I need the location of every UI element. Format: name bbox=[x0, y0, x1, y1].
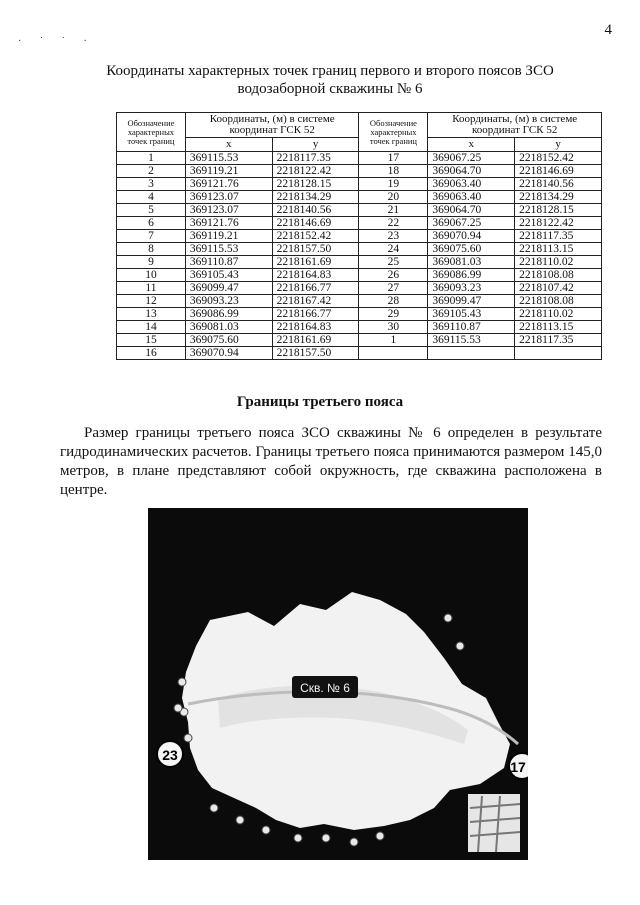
x-value-left: 369121.76 bbox=[185, 217, 272, 230]
y-value-left: 2218164.83 bbox=[272, 269, 359, 282]
title-line-1: Координаты характерных точек границ первого и второго поясов ЗСО bbox=[106, 63, 554, 79]
table-row bbox=[117, 178, 602, 191]
x-value-left: 369121.76 bbox=[185, 178, 272, 191]
point-id-right: 19 bbox=[359, 178, 428, 191]
y-value-right: 2218113.15 bbox=[515, 321, 602, 334]
boundary-dot bbox=[350, 838, 358, 846]
point-id-left: 9 bbox=[117, 256, 186, 269]
point-id-right: 18 bbox=[359, 165, 428, 178]
x-value-left: 369099.47 bbox=[185, 282, 272, 295]
y-value-right: 2218140.56 bbox=[515, 178, 602, 191]
x-value-right: 369064.70 bbox=[428, 165, 515, 178]
coordinates-table bbox=[116, 112, 602, 360]
y-value-right: 2218134.29 bbox=[515, 191, 602, 204]
x-value-left: 369119.21 bbox=[185, 230, 272, 243]
y-value-right: 2218108.08 bbox=[515, 269, 602, 282]
x-value-left: 369070.94 bbox=[185, 347, 272, 360]
y-value-right bbox=[515, 347, 602, 360]
y-value-right: 2218110.02 bbox=[515, 308, 602, 321]
point-id-right: 30 bbox=[359, 321, 428, 334]
x-value-left: 369119.21 bbox=[185, 165, 272, 178]
header-x-right: x bbox=[428, 138, 515, 152]
title-line-2: водозаборной скважины № 6 bbox=[237, 81, 423, 97]
y-value-left: 2218166.77 bbox=[272, 308, 359, 321]
x-value-left: 369075.60 bbox=[185, 334, 272, 347]
point-id-left: 12 bbox=[117, 295, 186, 308]
x-value-left: 369115.53 bbox=[185, 152, 272, 165]
x-value-right: 369070.94 bbox=[428, 230, 515, 243]
point-id-left: 13 bbox=[117, 308, 186, 321]
point-id-left: 4 bbox=[117, 191, 186, 204]
body-paragraph: Размер границы третьего пояса ЗСО скважины № 6 определен в результате гидродинамических расчетов. Границы третьего пояса принимаются размером 145,0 метров, в плане представляют собой окружность, где скважина расположена в центре. bbox=[60, 425, 602, 498]
hatched-patch bbox=[468, 794, 520, 852]
marker-17 bbox=[509, 753, 528, 779]
marker-17-text: 17 bbox=[510, 759, 526, 775]
y-value-left: 2218167.42 bbox=[272, 295, 359, 308]
y-value-right: 2218107.42 bbox=[515, 282, 602, 295]
point-id-right: 17 bbox=[359, 152, 428, 165]
header-x-left: x bbox=[185, 138, 272, 152]
scan-specks: · ˙ ˙ · bbox=[18, 36, 95, 47]
well-label-text: Скв. № 6 bbox=[300, 681, 350, 695]
point-id-left: 11 bbox=[117, 282, 186, 295]
y-value-right: 2218117.35 bbox=[515, 334, 602, 347]
y-value-left: 2218152.42 bbox=[272, 230, 359, 243]
table-row bbox=[117, 347, 602, 360]
boundary-dot bbox=[262, 826, 270, 834]
table-row bbox=[117, 308, 602, 321]
table-row bbox=[117, 334, 602, 347]
table-row bbox=[117, 217, 602, 230]
marker-23-text: 23 bbox=[162, 747, 178, 763]
table-row bbox=[117, 282, 602, 295]
point-id-left: 15 bbox=[117, 334, 186, 347]
boundary-dot bbox=[174, 704, 182, 712]
y-value-left: 2218157.50 bbox=[272, 347, 359, 360]
header-point-left: Обозначение характерных точек границ bbox=[117, 113, 186, 152]
point-id-left: 7 bbox=[117, 230, 186, 243]
y-value-left: 2218146.69 bbox=[272, 217, 359, 230]
point-id-left: 2 bbox=[117, 165, 186, 178]
x-value-left: 369110.87 bbox=[185, 256, 272, 269]
point-id-right: 23 bbox=[359, 230, 428, 243]
boundary-dot bbox=[376, 832, 384, 840]
y-value-left: 2218157.50 bbox=[272, 243, 359, 256]
x-value-right bbox=[428, 347, 515, 360]
point-id-right: 28 bbox=[359, 295, 428, 308]
y-value-left: 2218128.15 bbox=[272, 178, 359, 191]
point-id-right: 22 bbox=[359, 217, 428, 230]
table-title bbox=[60, 62, 600, 98]
x-value-right: 369086.99 bbox=[428, 269, 515, 282]
x-value-left: 369123.07 bbox=[185, 204, 272, 217]
x-value-left: 369093.23 bbox=[185, 295, 272, 308]
header-y-left: y bbox=[272, 138, 359, 152]
boundary-dot bbox=[184, 734, 192, 742]
y-value-right: 2218110.02 bbox=[515, 256, 602, 269]
y-value-right: 2218113.15 bbox=[515, 243, 602, 256]
boundary-dot bbox=[178, 678, 186, 686]
boundary-dot bbox=[444, 614, 452, 622]
x-value-right: 369063.40 bbox=[428, 191, 515, 204]
y-value-left: 2218166.77 bbox=[272, 282, 359, 295]
x-value-right: 369110.87 bbox=[428, 321, 515, 334]
x-value-left: 369086.99 bbox=[185, 308, 272, 321]
y-value-left: 2218140.56 bbox=[272, 204, 359, 217]
table-row bbox=[117, 165, 602, 178]
x-value-right: 369064.70 bbox=[428, 204, 515, 217]
y-value-left: 2218161.69 bbox=[272, 334, 359, 347]
table-row bbox=[117, 295, 602, 308]
x-value-right: 369105.43 bbox=[428, 308, 515, 321]
x-value-right: 369099.47 bbox=[428, 295, 515, 308]
point-id-left: 1 bbox=[117, 152, 186, 165]
table-body bbox=[117, 152, 602, 360]
y-value-left: 2218134.29 bbox=[272, 191, 359, 204]
section-heading: Границы третьего пояса bbox=[236, 394, 404, 410]
boundary-dot bbox=[236, 816, 244, 824]
header-coords-left: Координаты, (м) в системе координат ГСК 52 bbox=[185, 113, 359, 138]
y-value-right: 2218146.69 bbox=[515, 165, 602, 178]
table-row bbox=[117, 191, 602, 204]
x-value-left: 369081.03 bbox=[185, 321, 272, 334]
table-row bbox=[117, 152, 602, 165]
zone-map bbox=[148, 508, 528, 860]
boundary-dot bbox=[456, 642, 464, 650]
header-point-right: Обозначение характерных точек границ bbox=[359, 113, 428, 152]
x-value-right: 369115.53 bbox=[428, 334, 515, 347]
zone-map-svg bbox=[148, 508, 528, 860]
point-id-left: 5 bbox=[117, 204, 186, 217]
point-id-left: 14 bbox=[117, 321, 186, 334]
x-value-right: 369093.23 bbox=[428, 282, 515, 295]
point-id-right: 27 bbox=[359, 282, 428, 295]
y-value-right: 2218117.35 bbox=[515, 230, 602, 243]
point-id-right: 24 bbox=[359, 243, 428, 256]
point-id-left: 6 bbox=[117, 217, 186, 230]
boundary-dot bbox=[322, 834, 330, 842]
x-value-right: 369075.60 bbox=[428, 243, 515, 256]
table-row bbox=[117, 269, 602, 282]
x-value-left: 369115.53 bbox=[185, 243, 272, 256]
header-coords-right: Координаты, (м) в системе координат ГСК 52 bbox=[428, 113, 602, 138]
point-id-right: 25 bbox=[359, 256, 428, 269]
y-value-left: 2218164.83 bbox=[272, 321, 359, 334]
table-header-row bbox=[117, 113, 602, 138]
x-value-right: 369067.25 bbox=[428, 152, 515, 165]
point-id-left: 10 bbox=[117, 269, 186, 282]
y-value-right: 2218128.15 bbox=[515, 204, 602, 217]
boundary-dot bbox=[294, 834, 302, 842]
point-id-right bbox=[359, 347, 428, 360]
y-value-right: 2218108.08 bbox=[515, 295, 602, 308]
point-id-right: 1 bbox=[359, 334, 428, 347]
boundary-dot bbox=[210, 804, 218, 812]
point-id-left: 16 bbox=[117, 347, 186, 360]
table-row bbox=[117, 243, 602, 256]
point-id-left: 8 bbox=[117, 243, 186, 256]
x-value-right: 369063.40 bbox=[428, 178, 515, 191]
point-id-right: 20 bbox=[359, 191, 428, 204]
y-value-left: 2218122.42 bbox=[272, 165, 359, 178]
table-row bbox=[117, 256, 602, 269]
point-id-left: 3 bbox=[117, 178, 186, 191]
x-value-left: 369105.43 bbox=[185, 269, 272, 282]
marker-23 bbox=[157, 741, 183, 767]
well-label bbox=[292, 676, 358, 698]
x-value-left: 369123.07 bbox=[185, 191, 272, 204]
header-y-right: y bbox=[515, 138, 602, 152]
x-value-right: 369081.03 bbox=[428, 256, 515, 269]
y-value-left: 2218161.69 bbox=[272, 256, 359, 269]
point-id-right: 29 bbox=[359, 308, 428, 321]
point-id-right: 26 bbox=[359, 269, 428, 282]
table-row bbox=[117, 321, 602, 334]
x-value-right: 369067.25 bbox=[428, 217, 515, 230]
table-row bbox=[117, 204, 602, 217]
y-value-right: 2218122.42 bbox=[515, 217, 602, 230]
page-number: 4 bbox=[604, 22, 612, 38]
table-row bbox=[117, 230, 602, 243]
y-value-right: 2218152.42 bbox=[515, 152, 602, 165]
point-id-right: 21 bbox=[359, 204, 428, 217]
y-value-left: 2218117.35 bbox=[272, 152, 359, 165]
